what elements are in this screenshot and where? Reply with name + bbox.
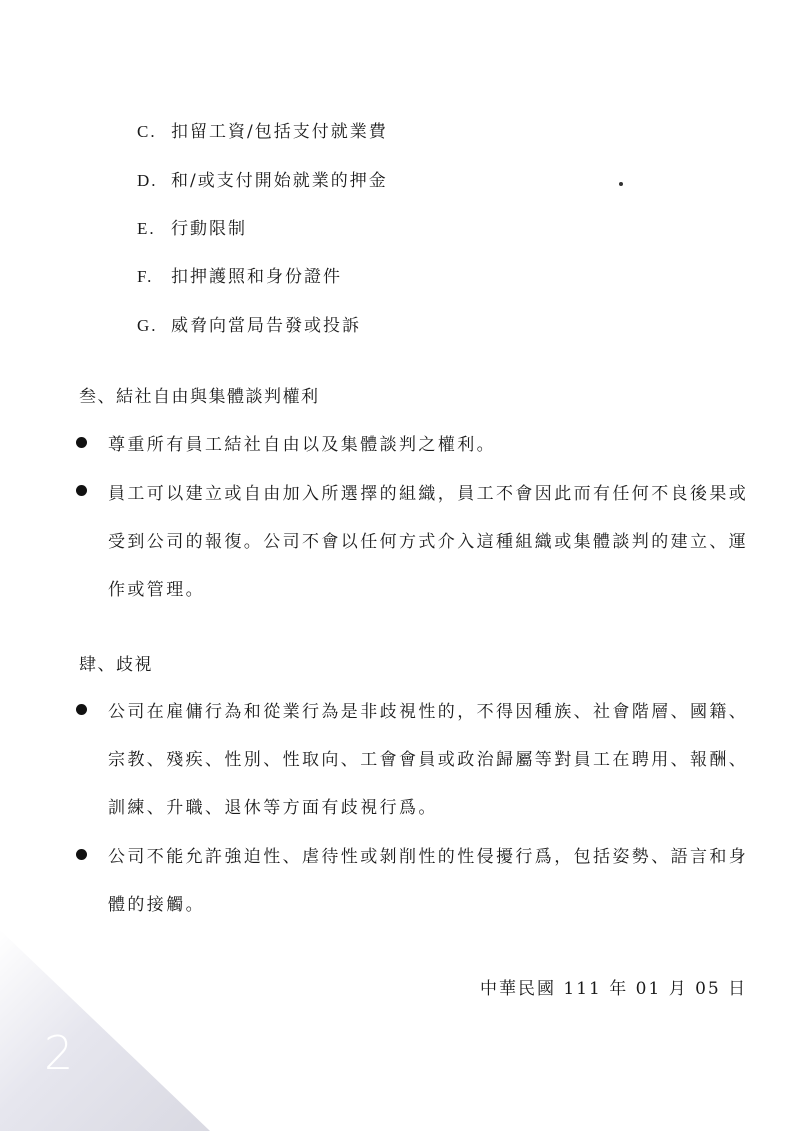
bullet-text-line: 體的接觸。	[108, 895, 205, 915]
bullet-icon	[76, 485, 87, 496]
list-item-e	[137, 214, 247, 239]
list-item-letter: E.	[137, 219, 156, 238]
list-item-letter: G.	[137, 316, 158, 335]
bullet-text-line: 宗教、殘疾、性別、性取向、工會會員或政治歸屬等對員工在聘用、報酬、	[108, 750, 749, 770]
list-item-letter: C.	[137, 122, 157, 141]
corner-page-curl	[0, 930, 210, 1131]
list-item-text: 扣押護照和身份證件	[171, 267, 342, 287]
bullet-text-line: 受到公司的報復。公司不會以任何方式介入這種組織或集體談判的建立、運	[108, 532, 749, 552]
bullet-text-line: 尊重所有員工結社自由以及集體談判之權利。	[108, 435, 496, 455]
bullet-text-line: 訓練、升職、退休等方面有歧視行爲。	[108, 798, 438, 818]
bullet-text-line: 公司在雇傭行為和從業行為是非歧視性的，不得因種族、社會階層、國籍、	[108, 702, 749, 722]
bullet-text-line: 作或管理。	[108, 580, 205, 600]
list-item-d	[137, 166, 388, 191]
list-item-c	[137, 117, 388, 142]
bullet-icon	[76, 849, 87, 860]
document-date: 中華民國 111 年 01 月 05 日	[480, 979, 748, 999]
section-heading-discrimination: 肆、歧視	[79, 655, 153, 675]
list-item-text: 和/或支付開始就業的押金	[171, 171, 388, 191]
list-item-text: 行動限制	[171, 219, 247, 239]
list-item-text: 威脅向當局告發或投訴	[171, 316, 361, 336]
bullet-icon	[76, 437, 87, 448]
stray-mark	[619, 182, 623, 186]
list-item-letter: F.	[137, 267, 154, 286]
bullet-text-line: 公司不能允許強迫性、虐待性或剝削性的性侵擾行爲，包括姿勢、語言和身	[108, 847, 749, 867]
list-item-text: 扣留工資/包括支付就業費	[171, 122, 388, 142]
list-item-f	[137, 262, 342, 287]
section-heading-freedom-of-association: 叁、結社自由與集體談判權利	[79, 387, 320, 407]
bullet-icon	[76, 704, 87, 715]
list-item-letter: D.	[137, 171, 158, 190]
bullet-text-line: 員工可以建立或自由加入所選擇的組織，員工不會因此而有任何不良後果或	[108, 484, 749, 504]
list-item-g	[137, 311, 361, 336]
page-number: 2	[44, 1026, 74, 1080]
